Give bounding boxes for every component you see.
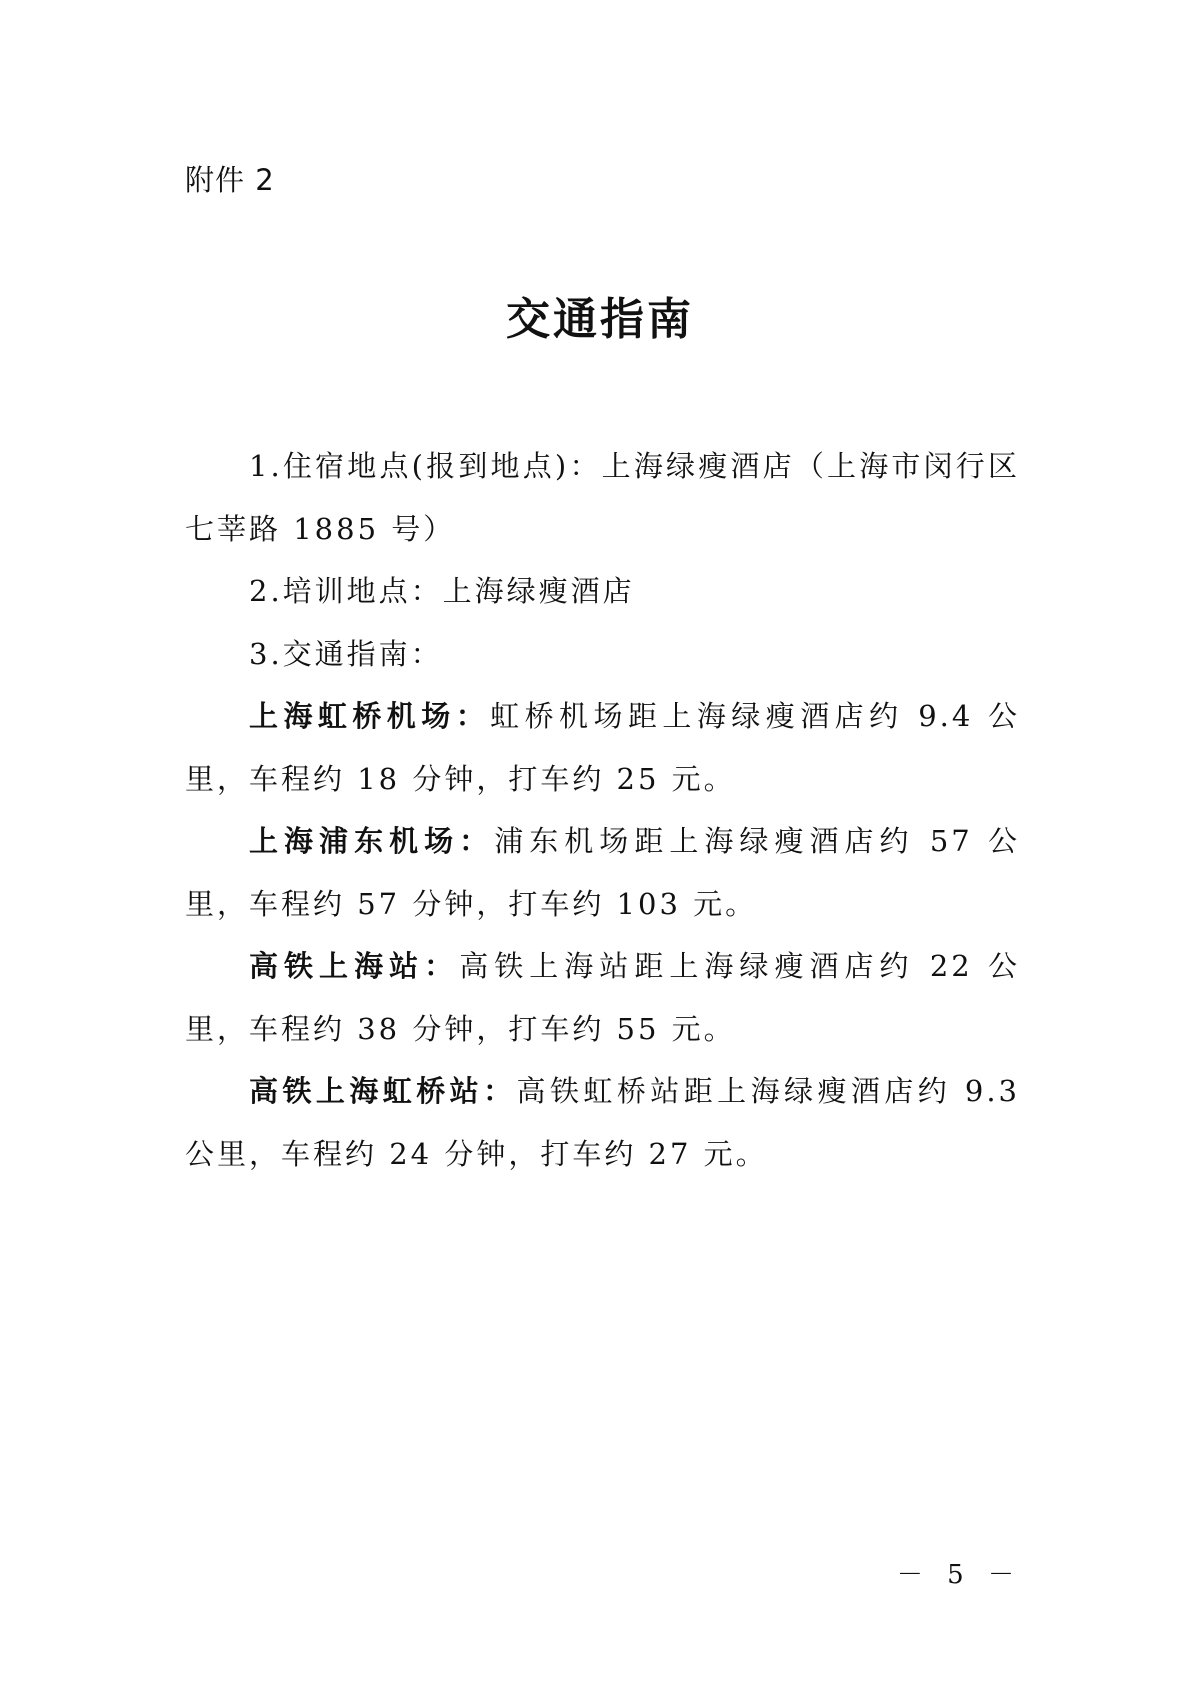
document-title: 交通指南: [506, 294, 694, 345]
paragraph-accommodation: [185, 435, 1020, 560]
paragraph-hongqiao-station: [185, 1060, 1020, 1185]
paragraph-text: 高铁虹桥站距上海绿瘦酒店约 9.3 公里，车程约 24 分钟，打车约 27 元。: [185, 1074, 1020, 1171]
attachment-label: 附件 2: [185, 163, 275, 197]
paragraph-text: 虹桥机场距上海绿瘦酒店约 9.4 公里，车程约 18 分钟，打车约 25 元。: [185, 699, 1020, 796]
paragraph-text: 3.交通指南：: [249, 636, 443, 671]
paragraph-text: 浦东机场距上海绿瘦酒店约 57 公里，车程约 57 分钟，打车约 103 元。: [185, 824, 1020, 921]
paragraph-lead: 上海虹桥机场：: [249, 699, 491, 733]
page-number: － 5 －: [896, 1560, 1022, 1590]
paragraph-training-venue: [185, 560, 1020, 623]
paragraph-shanghai-station: [185, 935, 1020, 1060]
paragraph-text: 1.住宿地点(报到地点)：上海绿瘦酒店（上海市闵行区七莘路 1885 号）: [185, 449, 1020, 546]
paragraph-lead: 上海浦东机场：: [249, 824, 495, 858]
paragraph-text: 高铁上海站距上海绿瘦酒店约 22 公里，车程约 38 分钟，打车约 55 元。: [185, 949, 1020, 1046]
paragraph-lead: 高铁上海虹桥站：: [249, 1074, 517, 1108]
document-body: [185, 435, 1020, 1185]
paragraph-text: 2.培训地点：上海绿瘦酒店: [249, 574, 635, 608]
paragraph-transport-heading: [185, 623, 1020, 686]
paragraph-hongqiao-airport: [185, 685, 1020, 810]
paragraph-pudong-airport: [185, 810, 1020, 935]
paragraph-lead: 高铁上海站：: [249, 949, 460, 983]
